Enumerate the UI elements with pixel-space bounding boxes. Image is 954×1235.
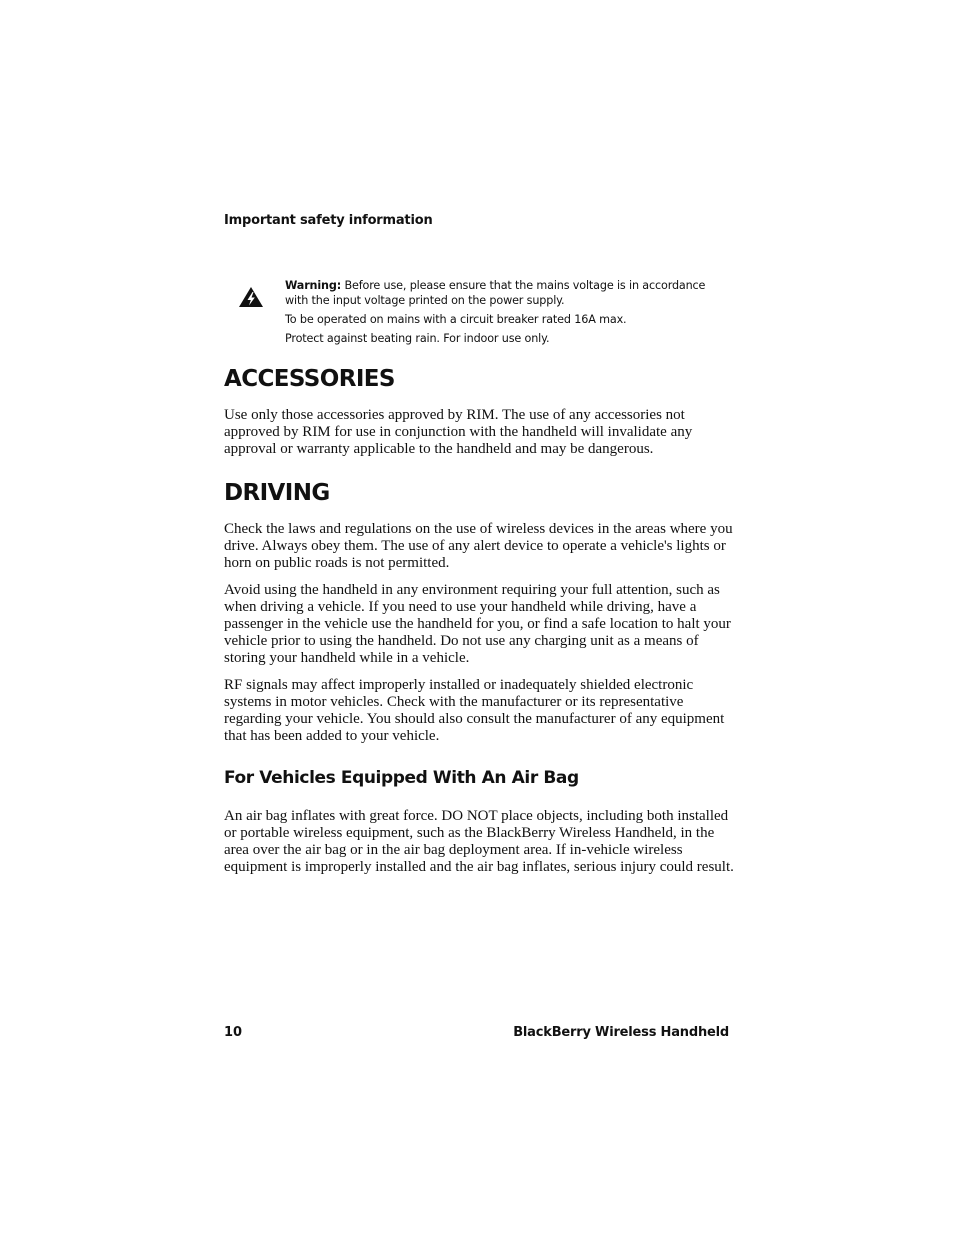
warning-line-3: Protect against beating rain. For indoor use only. [285, 332, 550, 345]
driving-paragraph-3: RF signals may affect improperly installed or inadequately shielded electronic systems in motor vehicles. Check with the manufacturer or its representative regarding your vehicle. You should also consult the manufacturer of any equipment that has been added to your vehicle. [224, 677, 725, 744]
warning-line-1: Before use, please ensure that the mains voltage is in accordance with the input voltage printed on the power supply. [285, 279, 706, 307]
warning-text [285, 278, 730, 350]
airbag-paragraph: An air bag inflates with great force. DO NOT place objects, including both installed or portable wireless equipment, such as the BlackBerry Wireless Handheld, in the area over the air bag or in the air bag deployment area. If in-vehicle wireless equipment is improperly installed and the air bag inflates, serious injury could result. [224, 808, 734, 875]
accessories-paragraph: Use only those accessories approved by RIM. The use of any accessories not approved by RIM for use in conjunction with the handheld will invalidate any approval or warranty applicable to the handheld and may be dangerous. [224, 407, 693, 457]
high-voltage-warning-icon [238, 286, 264, 308]
footer-book-title: BlackBerry Wireless Handheld [513, 1025, 729, 1040]
driving-heading: DRIVING [224, 480, 330, 506]
page-number: 10 [224, 1025, 243, 1040]
warning-label: Warning: [285, 279, 342, 292]
warning-line-voltage [285, 278, 730, 308]
driving-paragraph-1: Check the laws and regulations on the use of wireless devices in the areas where you drive. Always obey them. The use of any alert device to operate a vehicle's lights or horn on public roads is not permitted. [224, 521, 733, 571]
running-header: Important safety information [224, 213, 433, 228]
warning-line-2: To be operated on mains with a circuit breaker rated 16A max. [285, 313, 627, 326]
accessories-heading: ACCESSORIES [224, 366, 395, 392]
driving-paragraph-2: Avoid using the handheld in any environment requiring your full attention, such as when driving a vehicle. If you need to use your handheld while driving, have a passenger in the vehicle use the handheld for you, or find a safe location to halt your vehicle prior to using the handheld. Do not use any charging unit as a means of storing your handheld while in a vehicle. [224, 582, 731, 666]
airbag-heading: For Vehicles Equipped With An Air Bag [224, 768, 579, 788]
